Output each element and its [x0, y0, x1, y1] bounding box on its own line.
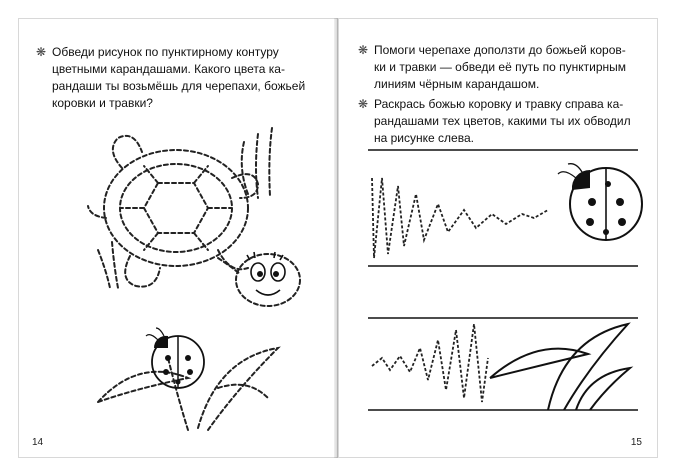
- grass-icon: [98, 250, 110, 288]
- turtle-smile-icon: [256, 290, 280, 295]
- tracing-drawing-right: [338, 18, 658, 458]
- right-page: [338, 18, 658, 458]
- wave-path-top: [372, 178, 548, 258]
- instruction-line: цветными карандашами. Какого цвета ка-: [52, 62, 285, 76]
- left-page: [18, 18, 338, 458]
- instruction-line: Обведи рисунок по пунктирному контуру: [52, 45, 279, 59]
- bullet-icon: ❋: [36, 45, 47, 59]
- instruction-line: рандашами тех цветов, какими ты их обводил: [374, 114, 631, 128]
- instruction-line: линиям чёрным карандашом.: [374, 77, 540, 91]
- grass-leaf-icon: [198, 348, 278, 430]
- instruction-line: на рисунке слева.: [374, 131, 474, 145]
- grass-leaf-icon: [548, 324, 628, 410]
- turtle-head-icon: [236, 254, 300, 306]
- bullet-icon: ❋: [358, 97, 369, 111]
- page-number-right: 15: [630, 437, 642, 448]
- workbook-spread: [18, 18, 658, 458]
- grass-icon: [269, 128, 272, 196]
- ladybug-icon: [558, 164, 642, 240]
- turtle-leg-icon: [125, 256, 160, 287]
- turtle-leg-icon: [113, 136, 142, 168]
- instruction-line: рандаши ты возьмёшь для черепахи, божьей: [52, 79, 306, 93]
- shell-center-plate: [144, 183, 208, 233]
- instruction-line: ки и травки — обведи её путь по пунктирным: [374, 60, 627, 74]
- bullet-icon: ❋: [358, 43, 369, 57]
- instruction-line: коровки и травки?: [52, 96, 153, 110]
- tracing-drawing-left: [18, 18, 338, 458]
- page-number-left: 14: [32, 437, 44, 448]
- grass-leaf-icon: [490, 349, 588, 378]
- grass-icon: [112, 242, 118, 288]
- grass-leaf-icon: [576, 368, 630, 410]
- instruction-line: Помоги черепахе доползти до божьей коров-: [374, 43, 626, 57]
- wave-path-bottom: [372, 324, 488, 402]
- ladybug-icon: [146, 328, 204, 388]
- instruction-line: Раскрась божью коровку и травку справа ка-: [374, 97, 624, 111]
